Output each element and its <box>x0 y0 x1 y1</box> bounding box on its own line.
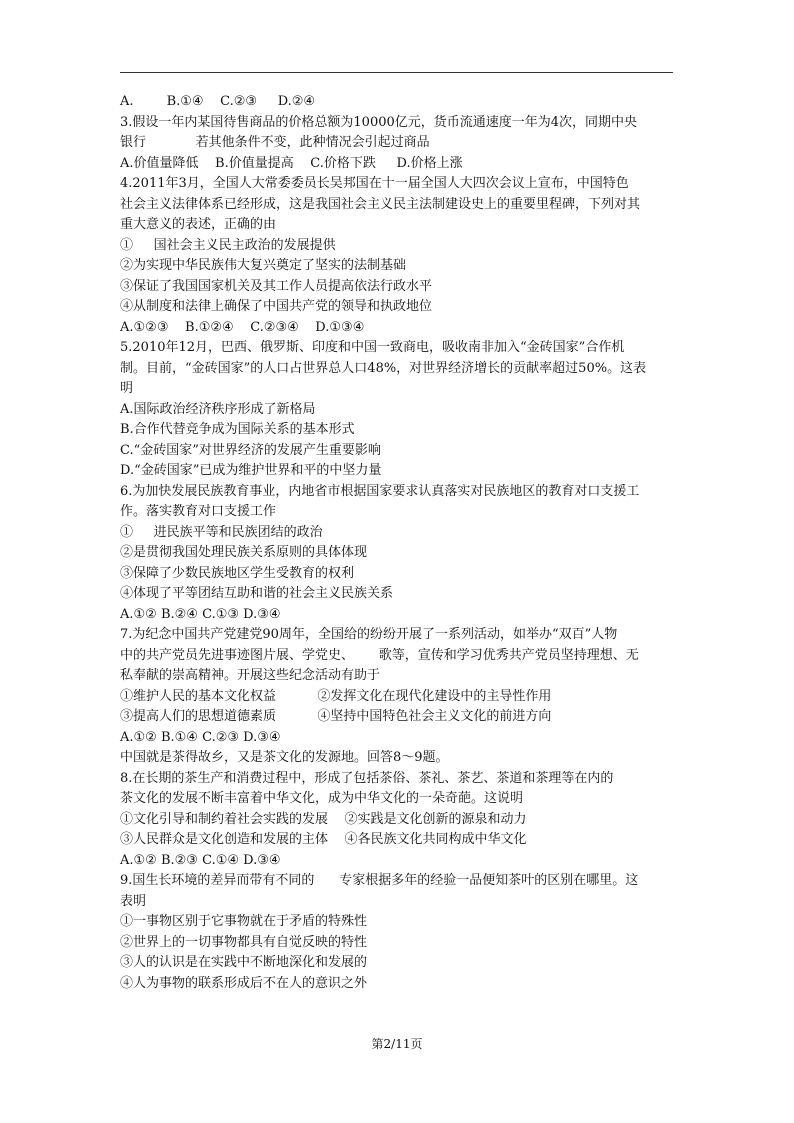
text-line: ④人为事物的联系形成后不在人的意识之外 <box>120 975 368 991</box>
text-line: 5.2010年12月，巴西、俄罗斯、印度和中国一致商电，吸收南非加入“金砖国家”合作机 <box>120 340 625 355</box>
text-line: ③人民群众是文化创造和发展的主体 ④各民族文化共同构成中华文化 <box>120 832 527 847</box>
text-line: 私奉献的崇高精神。开展这些纪念活动有助于 <box>120 668 381 683</box>
text-line: A.①②③ B.①②④ C.②③④ D.①③④ <box>120 319 365 335</box>
text-line: 中国就是茶得故乡，又是茶文化的发源地。回答8～9题。 <box>120 750 449 765</box>
text-line: ③提高人们的思想道德素质 ④坚持中国特色社会主义文化的前进方向 <box>120 709 552 724</box>
text-line: ②世界上的一切事物都具有自觉反映的特性 <box>120 934 368 950</box>
text-line: ③保证了我国国家机关及其工作人员提高依法行政水平 <box>120 278 433 294</box>
text-line: A.①② B.①④ C.②③ D.③④ <box>120 729 281 745</box>
document-body <box>120 92 680 994</box>
text-line: 6.为加快发展民族教育事业，内地省市根据国家要求认真落实对民族地区的教育对口支援工 <box>120 483 640 499</box>
text-line: ②是贯彻我国处理民族关系原则的具体体现 <box>120 545 368 560</box>
text-line: A. B.①④ C.②③ D.②④ <box>120 94 316 109</box>
text-line: 中的共产党员先进事迹图片展、学党史、 歌等，宣传和学习优秀共产党员坚持理想、无 <box>120 647 639 663</box>
text-line: ②为实现中华民族伟大复兴奠定了坚实的法制基础 <box>120 258 407 273</box>
text-line: ④从制度和法律上确保了中国共产党的领导和执政地位 <box>120 299 433 314</box>
text-line: D.“金砖国家”已成为维护世界和平的中坚力量 <box>120 463 382 478</box>
header-rule <box>120 72 673 73</box>
text-line: 9.国生长环境的差异而带有不同的 专家根据多年的经验一品便知茶叶的区别在哪里。这 <box>120 873 639 888</box>
text-line: C.“金砖国家”对世界经济的发展产生重要影响 <box>120 442 381 458</box>
text-line: 重大意义的表述，正确的由 <box>120 217 277 232</box>
text-line: 4.2011年3月，全国人大常委委员长吴邦国在十一届全国人大四次会议上宣布，中国特色 <box>120 176 629 191</box>
text-line: 表明 <box>120 893 147 909</box>
text-line: 8.在长期的茶生产和消费过程中，形成了包括茶俗、茶礼、茶艺、茶道和茶理等在内的 <box>120 770 614 786</box>
text-line: A.国际政治经济秩序形成了新格局 <box>120 401 316 417</box>
text-line: 社会主义法律体系已经形成，这是我国社会主义民主法制建设史上的重要里程碑，下列对其 <box>120 196 641 212</box>
text-line: A.①② B.②④ C.①③ D.③④ <box>120 606 281 622</box>
text-line: 3.假设一年内某国待售商品的价格总额为10000亿元，货币流通速度一年为4次，同期中央 <box>120 114 638 130</box>
text-line: 明 <box>120 381 134 396</box>
text-line: B.合作代替竞争成为国际关系的基本形式 <box>120 422 355 437</box>
text-line: 7.为纪念中国共产党建党90周年，全国给的纷纷开展了一系列活动，如举办“双百”人物 <box>120 627 618 642</box>
text-line: A.价值量降低 B.价值量提高 C.价格下跌 D.价格上涨 <box>120 155 463 171</box>
text-line: ③保障了少数民族地区学生受教育的权利 <box>120 565 355 581</box>
text-line: ①文化引导和制约着社会实践的发展 ②实践是文化创新的源泉和动力 <box>120 811 527 827</box>
text-line: 作。落实教育对口支援工作 <box>120 504 277 519</box>
text-line: ④体现了平等团结互助和谐的社会主义民族关系 <box>120 586 394 601</box>
text-line: ① 进民族平等和民族团结的政治 <box>120 524 323 540</box>
text-line: ① 国社会主义民主政治的发展提供 <box>120 237 336 253</box>
text-line: 制。目前，“金砖国家”的人口占世界总人口48%，对世界经济增长的贡献率超过50%。这表 <box>120 360 647 376</box>
text-line: ③人的认识是在实践中不断地深化和发展的 <box>120 955 368 970</box>
text-line: ①一事物区别于它事物就在于矛盾的特殊性 <box>120 914 368 929</box>
text-line: 茶文化的发展不断丰富着中华文化，成为中华文化的一朵奇葩。这说明 <box>120 791 524 806</box>
text-line: ①维护人民的基本文化权益 ②发挥文化在现代化建设中的主导性作用 <box>120 688 552 704</box>
text-line: 银行 若其他条件不变，此种情况会引起过商品 <box>120 135 430 150</box>
text-line: A.①② B.②③ C.①④ D.③④ <box>120 852 281 868</box>
page-number: 第2/11页 <box>371 1037 423 1051</box>
